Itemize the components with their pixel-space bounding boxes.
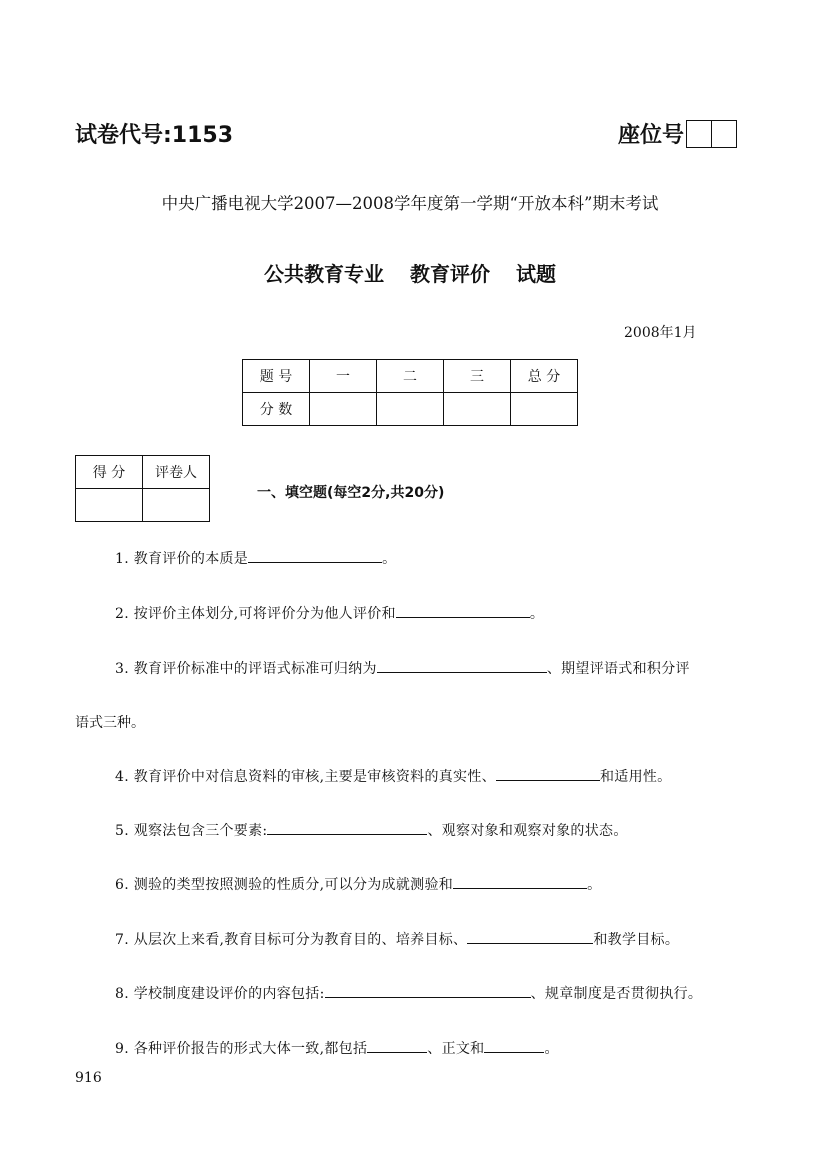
title-suffix: 试题 <box>516 262 556 286</box>
score-cell: 一 <box>310 360 377 393</box>
answer-blank[interactable] <box>396 603 530 618</box>
score-input-cell[interactable] <box>511 393 578 426</box>
answer-blank[interactable] <box>248 548 382 563</box>
page-number: 916 <box>75 1070 102 1086</box>
question-text: 、期望评语式和积分评 <box>546 661 690 677</box>
question-text: 、观察对象和观察对象的状态。 <box>427 823 628 839</box>
exam-line: 中央广播电视大学2007—2008学年度第一学期“开放本科”期末考试 <box>161 194 659 213</box>
question-text: 4. 教育评价中对信息资料的审核,主要是审核资料的真实性、 <box>115 769 496 785</box>
answer-blank[interactable] <box>325 983 531 998</box>
score-table-header-row <box>243 360 578 393</box>
title-major: 公共教育专业 <box>264 262 384 286</box>
question-text: 6. 测验的类型按照测验的性质分,可以分为成就测验和 <box>115 877 454 893</box>
question-text: 5. 观察法包含三个要素: <box>115 823 268 839</box>
question-1 <box>115 548 396 568</box>
exam-date: 2008年1月 <box>624 325 697 341</box>
question-7 <box>115 929 679 949</box>
score-table-score-row <box>243 393 578 426</box>
question-text: 和适用性。 <box>599 769 672 785</box>
answer-blank[interactable] <box>367 1038 427 1053</box>
seat-number <box>618 118 737 149</box>
question-2 <box>115 603 544 623</box>
question-6 <box>115 874 601 894</box>
score-cell: 二 <box>377 360 444 393</box>
score-input-cell[interactable] <box>444 393 511 426</box>
grader-table <box>75 455 210 522</box>
seat-boxes <box>686 120 737 148</box>
answer-blank[interactable] <box>377 658 547 673</box>
question-4 <box>115 766 671 786</box>
question-text: 7. 从层次上来看,教育目标可分为教育目的、培养目标、 <box>115 932 468 948</box>
score-input-cell[interactable] <box>310 393 377 426</box>
question-text: 2. 按评价主体划分,可将评价分为他人评价和 <box>115 606 396 622</box>
score-cell: 分 数 <box>243 393 310 426</box>
question-3 <box>115 658 690 678</box>
paper-code: 试卷代号:1153 <box>75 123 234 148</box>
question-text: 3. 教育评价标准中的评语式标准可归纳为 <box>115 661 377 677</box>
answer-blank[interactable] <box>484 1038 544 1053</box>
seat-box[interactable] <box>687 121 711 147</box>
answer-blank[interactable] <box>267 820 427 835</box>
answer-blank[interactable] <box>453 874 587 889</box>
page-title <box>0 258 820 287</box>
question-text: 。 <box>544 1041 559 1057</box>
section-heading: 一、填空题(每空2分,共20分) <box>257 485 445 501</box>
question-3-continuation: 语式三种。 <box>75 715 145 731</box>
score-input-cell[interactable] <box>377 393 444 426</box>
grader-cell: 评卷人 <box>143 456 210 489</box>
question-text: 、正文和 <box>427 1041 485 1057</box>
question-text: 和教学目标。 <box>593 932 680 948</box>
score-cell: 总 分 <box>511 360 578 393</box>
grader-input-cell[interactable] <box>143 489 210 522</box>
seat-label: 座位号 <box>618 123 685 148</box>
question-text: 。 <box>529 606 545 622</box>
seat-box[interactable] <box>711 121 736 147</box>
question-text: 。 <box>587 877 602 893</box>
question-text: 8. 学校制度建设评价的内容包括: <box>115 986 325 1002</box>
question-text: 、规章制度是否贯彻执行。 <box>530 986 703 1002</box>
grader-cell: 得 分 <box>76 456 143 489</box>
grader-input-cell[interactable] <box>76 489 143 522</box>
grader-table-header-row <box>76 456 210 489</box>
score-cell: 三 <box>444 360 511 393</box>
question-text: 。 <box>382 551 397 567</box>
question-text: 9. 各种评价报告的形式大体一致,都包括 <box>115 1041 368 1057</box>
answer-blank[interactable] <box>467 929 593 944</box>
question-9 <box>115 1038 559 1058</box>
score-cell: 题 号 <box>243 360 310 393</box>
title-course: 教育评价 <box>410 262 490 286</box>
question-5 <box>115 820 628 840</box>
answer-blank[interactable] <box>496 766 600 781</box>
question-8 <box>115 983 702 1003</box>
score-table <box>242 359 578 426</box>
grader-table-input-row <box>76 489 210 522</box>
question-text: 1. 教育评价的本质是 <box>115 551 249 567</box>
